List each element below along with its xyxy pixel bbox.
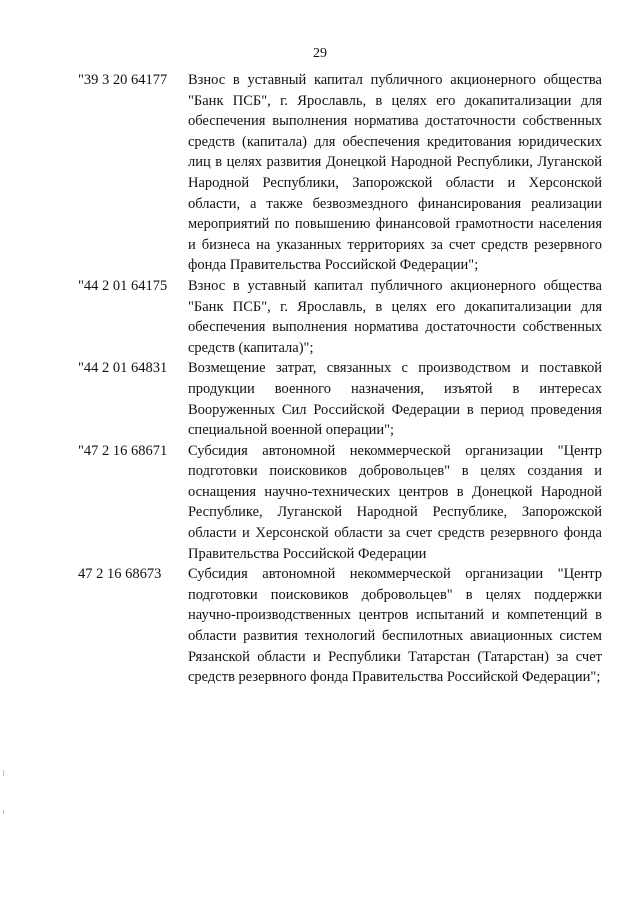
page-number: 29 <box>313 46 327 61</box>
scan-artifact <box>3 810 4 814</box>
budget-code-description: Взнос в уставный капитал публичного акционерного общества "Банк ПСБ", г. Ярославль, в целях его докапитализации для обеспечения выполнения норматива достаточности собственных средств (капитала) для обеспечения кредитования юридических лиц в целях развития Донецкой Народной Республики, Луганской Народной Республики, Запорожской области и Херсонской области, а также безвозмездного финансирования реализации мероприятий по повышению финансовой грамотности населения и бизнеса на указанных территориях за счет средств резервного фонда Правительства Российской Федерации"; <box>188 72 602 274</box>
list-item <box>0 70 640 276</box>
scan-artifact <box>3 770 4 776</box>
budget-code: "44 2 01 64175 <box>78 277 168 294</box>
budget-code-description: Возмещение затрат, связанных с производством и поставкой продукции военного назначения, изъятой в интересах Вооруженных Сил Российской Федерации в период проведения специальной военной операции"; <box>188 360 602 439</box>
budget-code: "47 2 16 68671 <box>78 442 168 459</box>
budget-code: 47 2 16 68673 <box>78 566 162 583</box>
budget-code-description: Субсидия автономной некоммерческой организации "Центр подготовки поисковиков добровольцев" в целях поддержки научно-производственных центров испытаний и компетенций в области развития технологий беспилотных авиационных систем Рязанской области и Республики Татарстан (Татарстан) за счет средств резервного фонда Правительства Российской Федерации"; <box>188 566 602 686</box>
budget-code-description: Взнос в уставный капитал публичного акционерного общества "Банк ПСБ", г. Ярославль, в целях его докапитализации для обеспечения выполнения норматива достаточности собственных средств (капитала)"; <box>188 277 602 356</box>
list-item <box>0 564 640 688</box>
list-item <box>0 441 640 565</box>
budget-code: "44 2 01 64831 <box>78 360 168 377</box>
budget-code-list <box>0 70 640 688</box>
list-item <box>0 276 640 358</box>
budget-code-description: Субсидия автономной некоммерческой организации "Центр подготовки поисковиков добровольцев" в целях создания и оснащения научно-технических центров в Донецкой Народной Республике, Луганской Народной Республике, Запорожской области и Херсонской области за счет средств резервного фонда Правительства Российской Федерации <box>188 442 602 562</box>
list-item <box>0 358 640 440</box>
budget-code: "39 3 20 64177 <box>78 72 168 88</box>
